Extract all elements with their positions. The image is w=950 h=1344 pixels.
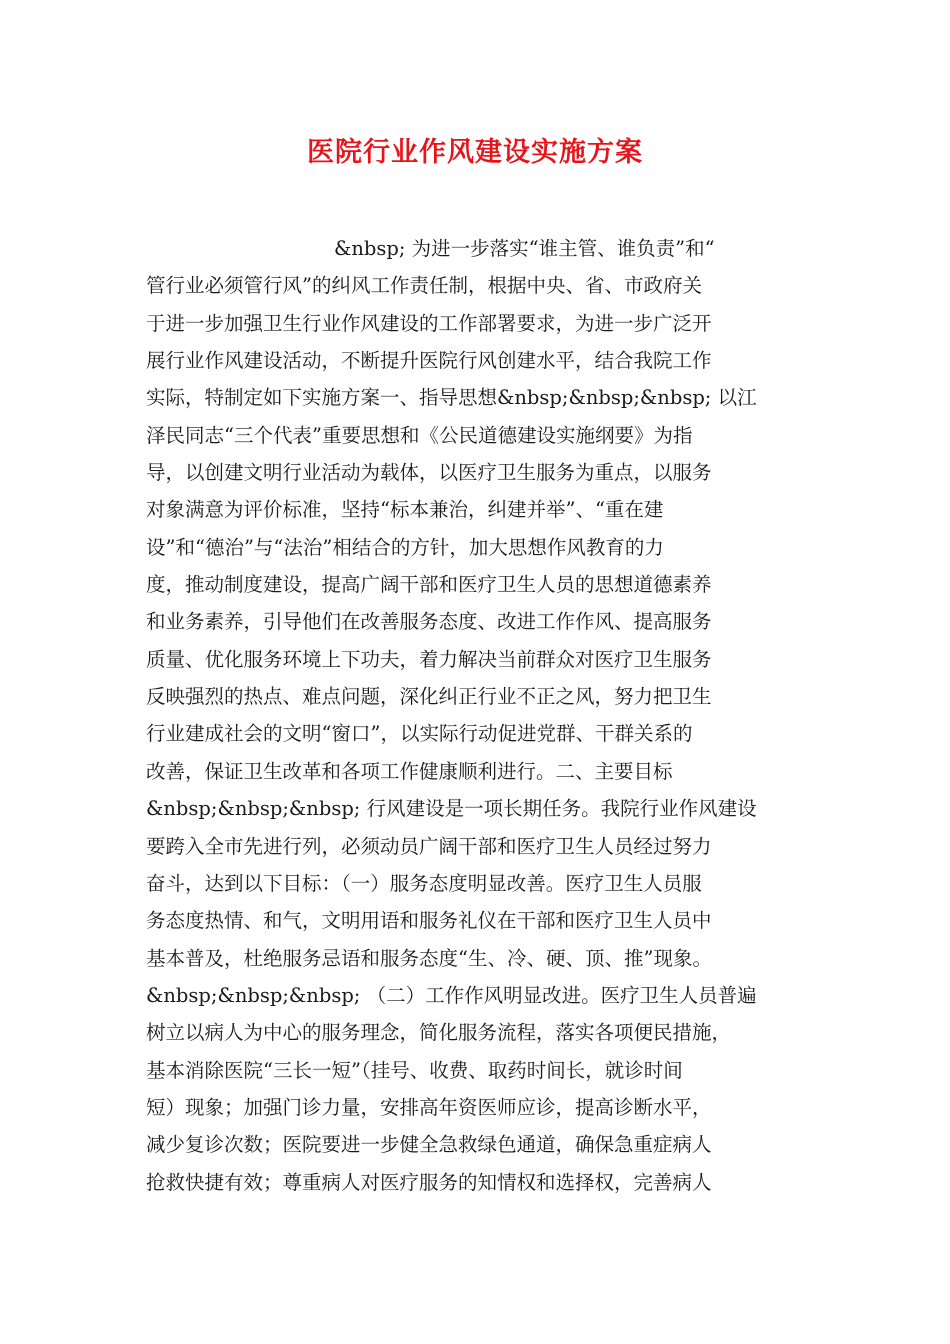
body-line: 和业务素养，引导他们在改善服务态度、改进工作作风、提高服务: [146, 610, 712, 634]
page-title: 医院行业作风建设实施方案: [307, 137, 643, 168]
body-line: 实际，特制定如下实施方案一、指导思想&nbsp;&nbsp;&nbsp; 以江: [146, 386, 757, 410]
body-line: 设”和“德治”与“法治”相结合的方针，加大思想作风教育的力: [146, 535, 664, 559]
body-line: 奋斗，达到以下目标：（一）服务态度明显改善。医疗卫生人员服: [146, 871, 702, 895]
document-body: [146, 230, 826, 1201]
body-line: 管行业必须管行风”的纠风工作责任制，根据中央、省、市政府关: [146, 274, 702, 298]
body-line: 展行业作风建设活动，不断提升医院行风创建水平，结合我院工作: [146, 349, 712, 373]
body-line: 改善，保证卫生改革和各项工作健康顺利进行。二、主要目标: [146, 759, 673, 783]
body-line: 要跨入全市先进行列，必须动员广阔干部和医疗卫生人员经过努力: [146, 834, 712, 858]
body-line: 抢救快捷有效；尊重病人对医疗服务的知情权和选择权，完善病人: [146, 1170, 712, 1194]
body-line: 泽民同志“三个代表”重要思想和《公民道德建设实施纲要》为指: [146, 423, 693, 447]
body-line: &nbsp;&nbsp;&nbsp; （二）工作作风明显改进。医疗卫生人员普遍: [146, 983, 757, 1007]
body-line: 反映强烈的热点、难点问题，深化纠正行业不正之风，努力把卫生: [146, 685, 712, 709]
body-line: 对象满意为评价标准，坚持“标本兼治，纠建并举”、“重在建: [146, 498, 664, 522]
body-line: 务态度热情、和气，文明用语和服务礼仪在干部和医疗卫生人员中: [146, 909, 712, 933]
body-line: 行业建成社会的文明“窗口”，以实际行动促进党群、干群关系的: [146, 722, 693, 746]
body-line: 导，以创建文明行业活动为载体，以医疗卫生服务为重点，以服务: [146, 461, 712, 485]
body-line: 短）现象；加强门诊力量，安排高年资医师应诊，提高诊断水平，: [146, 1095, 712, 1119]
body-line: 于进一步加强卫生行业作风建设的工作部署要求，为进一步广泛开: [146, 311, 712, 335]
body-line: 基本消除医院“三长一短”（挂号、收费、取药时间长，就诊时间: [146, 1058, 683, 1082]
body-line: 度，推动制度建设，提高广阔干部和医疗卫生人员的思想道德素养: [146, 573, 712, 597]
body-line: &nbsp;&nbsp;&nbsp; 行风建设是一项长期任务。我院行业作风建设: [146, 797, 757, 821]
body-line: 质量、优化服务环境上下功夫，着力解决当前群众对医疗卫生服务: [146, 647, 712, 671]
body-line: 树立以病人为中心的服务理念，简化服务流程，落实各项便民措施，: [146, 1021, 732, 1045]
body-line: &nbsp; 为进一步落实“谁主管、谁负责”和“: [334, 237, 715, 260]
body-line: 基本普及，杜绝服务忌语和服务态度“生、冷、硬、顶、推”现象。: [146, 946, 712, 970]
body-line: 减少复诊次数；医院要进一步健全急救绿色通道，确保急重症病人: [146, 1133, 712, 1157]
